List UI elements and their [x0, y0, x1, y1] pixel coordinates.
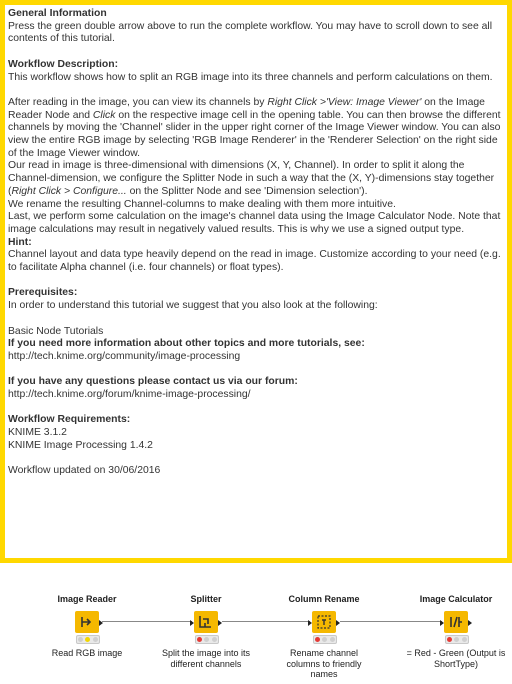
p1-c: on the Image Reader Node and — [8, 96, 485, 121]
requirement-imageprocessing: KNIME Image Processing 1.4.2 — [8, 439, 153, 451]
rename-icon[interactable] — [312, 611, 336, 633]
contact-title: If you have any questions please contact us via our forum: — [8, 376, 298, 388]
calculation-paragraph: Last, we perform some calculation on the image's channel data using the Image Calculator Node. Note that image calculations may result in negatively valued results. This is why we use a signed output type. — [8, 211, 501, 235]
status-traffic-light — [195, 635, 219, 644]
output-port[interactable] — [99, 620, 103, 626]
prerequisites-text: In order to understand this tutorial we suggest that you also look at the following: — [8, 300, 378, 312]
input-port[interactable] — [190, 620, 194, 626]
viewing-paragraph — [8, 97, 504, 161]
node-title: Image Reader — [57, 594, 117, 604]
p2-b: Right Click > Configure... — [11, 185, 127, 197]
hint-text: Channel layout and data type heavily depend on the read in image. Customize according to your need (e.g. to facilitate Alpha channel (i.e. four channels) or float types). — [8, 249, 501, 274]
rename-paragraph: We rename the resulting Channel-columns to make dealing with them more intuitive. — [8, 198, 396, 210]
input-port[interactable] — [440, 620, 444, 626]
prerequisite-item: Basic Node Tutorials — [8, 325, 104, 337]
requirement-knime: KNIME 3.1.2 — [8, 427, 67, 439]
hint-title: Hint: — [8, 236, 32, 248]
output-port[interactable] — [336, 620, 340, 626]
splitter-icon[interactable] — [194, 611, 218, 633]
p1-b: Right Click >'View: Image Viewer' — [267, 96, 422, 108]
p1-e: on the respective image cell in the opening table. You can then browse the different channels by moving the 'Channel' slider in the upper right corner of the Image Viewer window. You can also view the entire RGB image by selecting 'RGB Image Renderer' in the 'Renderer Selection' on the right side of the Image Viewer window. — [8, 109, 501, 159]
p1-d: Click — [92, 109, 116, 121]
prerequisites-title: Prerequisites: — [8, 287, 78, 299]
status-traffic-light — [313, 635, 337, 644]
node-description: Read RGB image — [51, 648, 123, 658]
reader-icon[interactable] — [75, 611, 99, 633]
node-title: Image Calculator — [419, 594, 493, 604]
p2-c: on the Splitter Node and see 'Dimension selection'). — [129, 185, 368, 197]
p1-a: After reading in the image, you can view its channels by — [8, 96, 265, 108]
description-text: This workflow shows how to split an RGB image into its three channels and perform calculations on them. — [8, 71, 493, 83]
splitter-paragraph — [8, 160, 504, 198]
node-title: Splitter — [190, 594, 222, 604]
info-url: http://tech.knime.org/community/image-processing — [8, 350, 241, 362]
connection-reader-splitter[interactable] — [102, 621, 192, 622]
node-description: = Red - Green (Output is ShortType) — [406, 648, 506, 669]
requirements-title: Workflow Requirements: — [8, 414, 131, 426]
general-text: Press the green double arrow above to run the complete workflow. You may have to scroll down to see all contents of this tutorial. — [8, 20, 493, 45]
general-title: General Information — [8, 8, 107, 19]
input-port[interactable] — [308, 620, 312, 626]
connection-rename-calculator[interactable] — [340, 621, 442, 622]
description-title: Workflow Description: — [8, 58, 119, 70]
contact-url: http://tech.knime.org/forum/knime-image-processing/ — [8, 389, 251, 401]
output-port[interactable] — [468, 620, 472, 626]
node-title: Column Rename — [288, 594, 360, 604]
output-port[interactable] — [218, 620, 222, 626]
info-title: If you need more information about other topics and more tutorials, see: — [8, 338, 365, 350]
calculator-icon[interactable] — [444, 611, 468, 633]
status-traffic-light — [76, 635, 100, 644]
connection-splitter-rename[interactable] — [222, 621, 310, 622]
status-traffic-light — [445, 635, 469, 644]
p2-a: Our read in image is three-dimensional with dimensions (X, Y, Channel). In order to split it along the Channel-dimension, we configure the Splitter Node in such a way that the (X, Y)-dimensions stay together ( — [8, 160, 495, 197]
node-description: Split the image into its different channels — [161, 648, 251, 669]
updated-text: Workflow updated on 30/06/2016 — [8, 465, 161, 477]
node-description: Rename channel columns to friendly names — [286, 648, 362, 679]
